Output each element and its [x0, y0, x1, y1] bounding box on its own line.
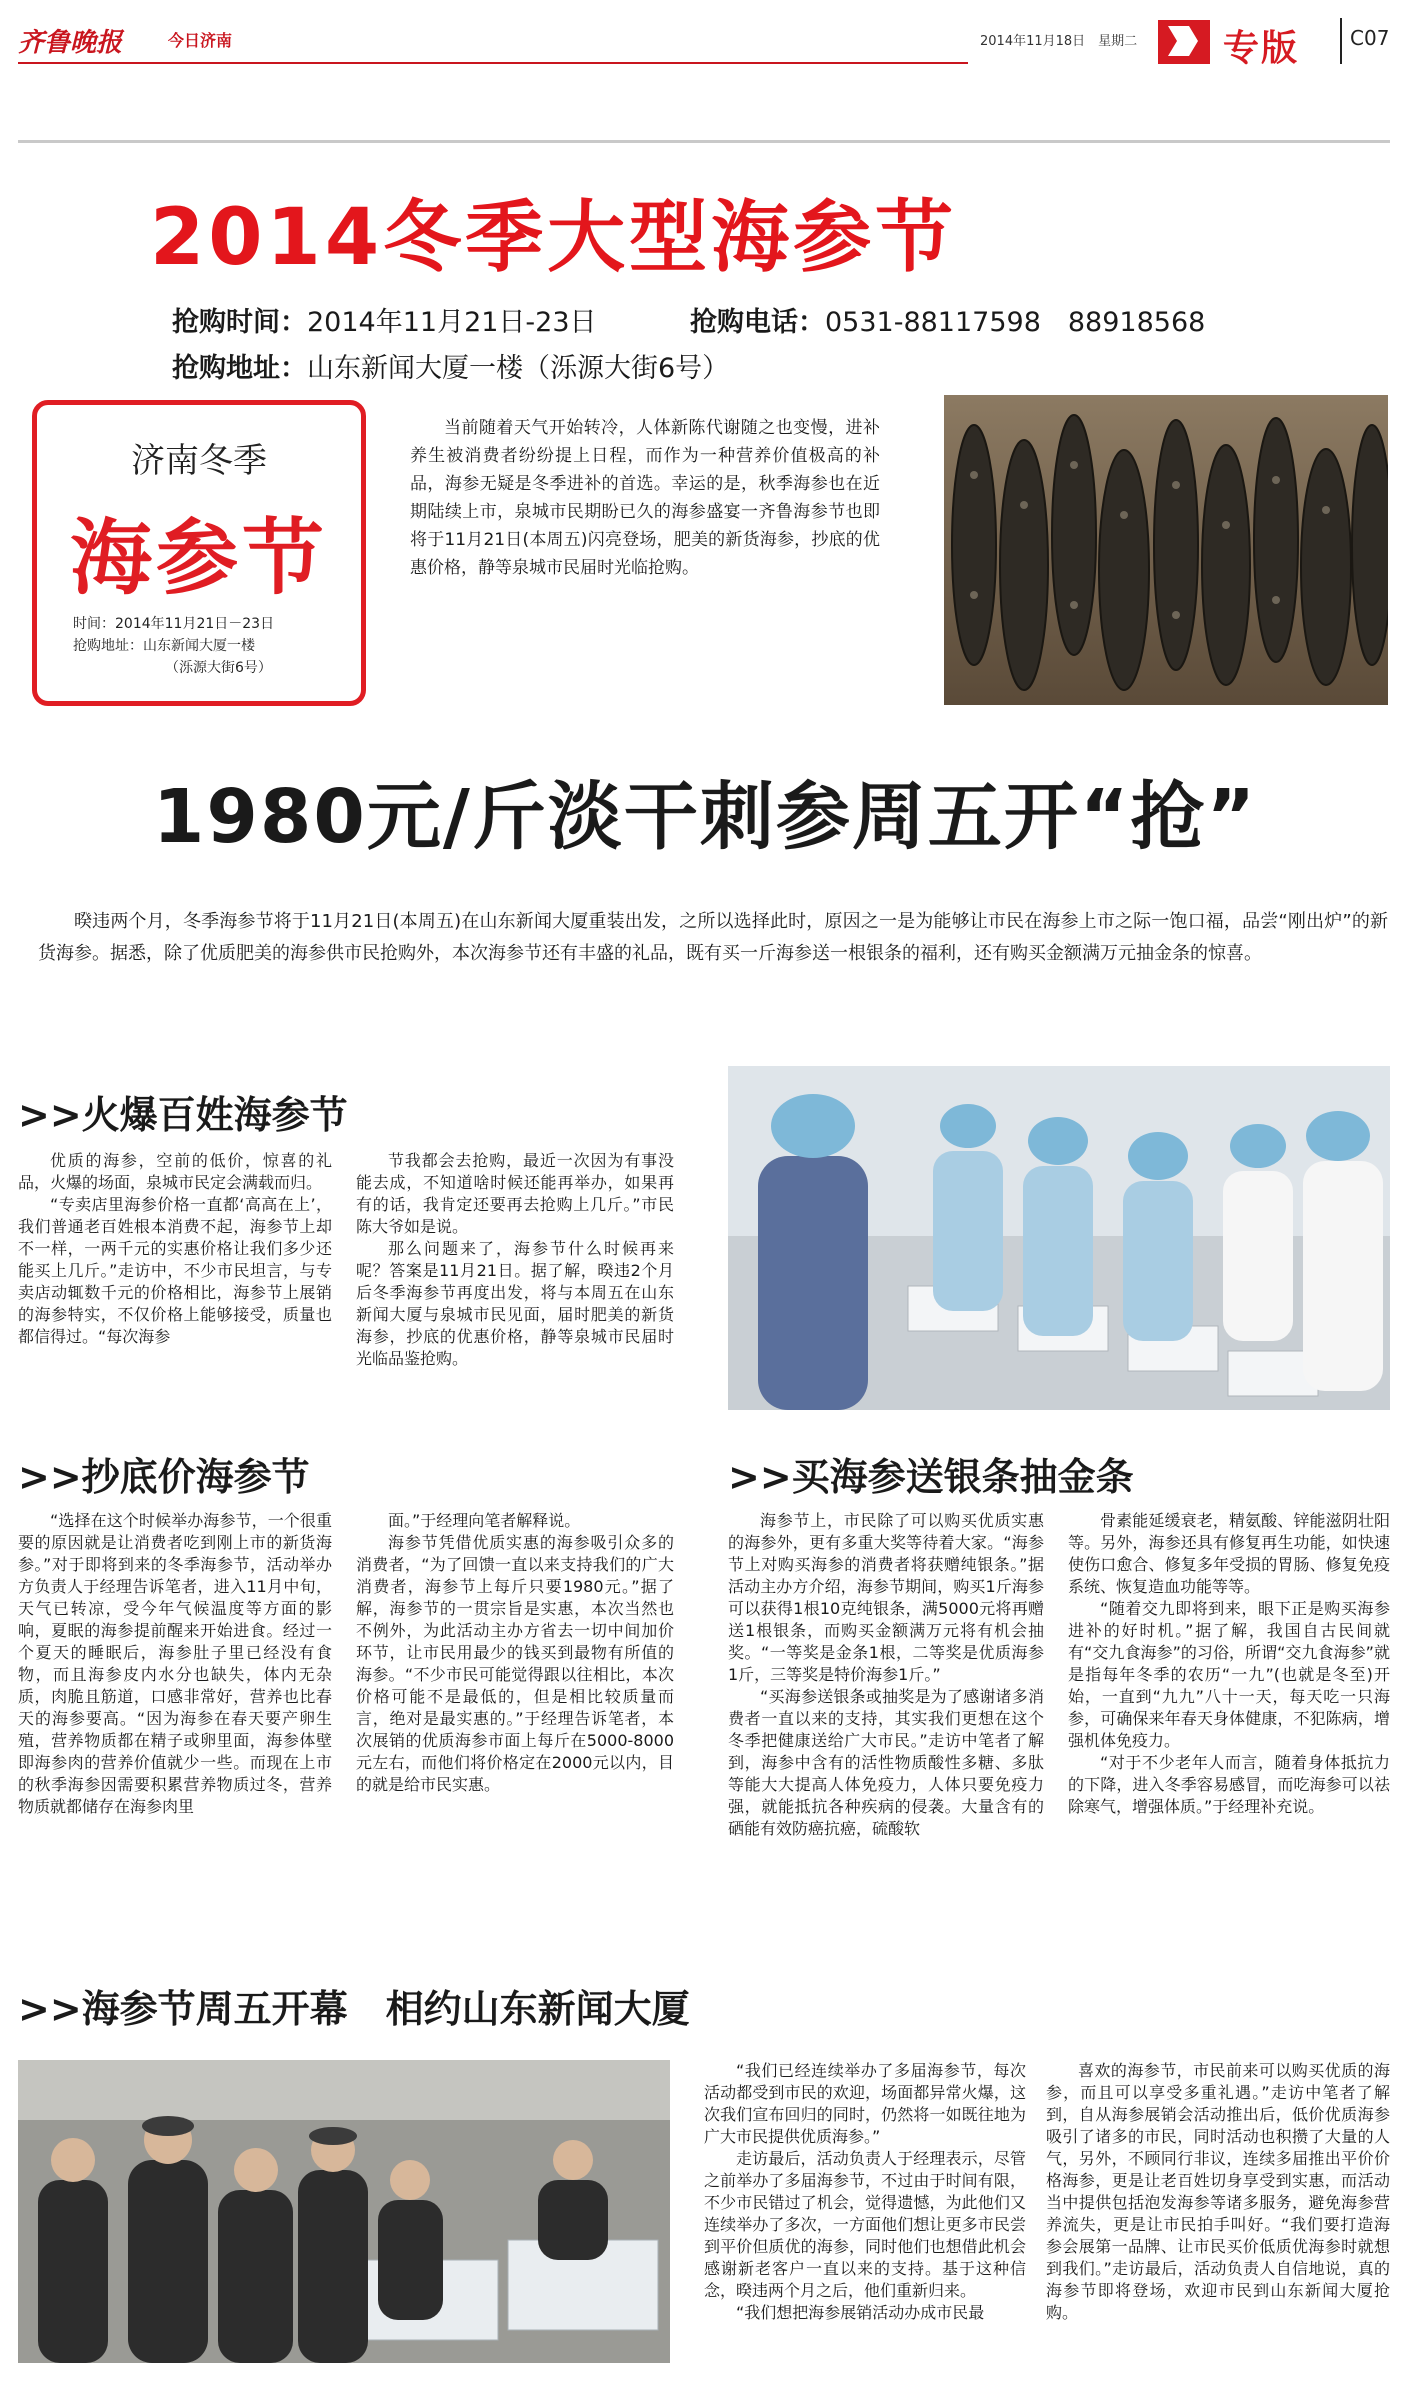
masthead: [18, 18, 1390, 69]
paragraph: 优质的海参，空前的低价，惊喜的礼品，火爆的场面，泉城市民定会满载而归。: [18, 1151, 332, 1192]
special-edition-icon: [1158, 20, 1210, 64]
section-heading-opening: >>海参节周五开幕 相约山东新闻大厦: [18, 1987, 690, 2031]
issue-date: 2014年11月18日 星期二: [980, 34, 1138, 49]
section-opening-column-2: [1046, 2060, 1390, 2324]
festival-stamp-box: [32, 400, 366, 706]
masthead-divider: [1340, 18, 1342, 64]
paragraph: 海参节上，市民除了可以购买优质实惠的海参外，更有多重大奖等待着大家。“海参节上对购买海参的消费者将获赠纯银条。”据活动主办方介绍，海参节期间，购买1斤海参可以获得1根10克纯银条，满5000元将再赠送1根银条，而购买金额满万元将有机会抽奖。“一等奖是金条1根，二等奖是优质海参1斤，三等奖是特价海参1斤。”: [728, 1511, 1044, 1684]
purchase-time-value: 2014年11月21日-23日: [307, 307, 597, 338]
section-price-column-2: [356, 1510, 674, 1796]
crowd-shopping-photo: [18, 2060, 670, 2363]
paragraph: 面。”于经理向笔者解释说。: [388, 1511, 581, 1530]
paragraph: 节我都会去抢购，最近一次因为有事没能去成，不知道啥时候还能再举办，如果再有的话，我肯定还要再去抢购上几斤。”市民陈大爷如是说。: [356, 1151, 674, 1236]
paragraph: “我们想把海参展销活动办成市民最: [736, 2303, 985, 2322]
section-name: 今日济南: [168, 31, 233, 50]
section-heading-popular: >>火爆百姓海参节: [18, 1093, 348, 1137]
paragraph: 那么问题来了，海参节什么时候再来呢？答案是11月21日。据了解，暌违2个月后冬季海参节再度出发，将与本周五在山东新闻大厦与泉城市民见面，届时肥美的新货海参，抄底的优惠价格，静等泉城市民届时光临品鉴抢购。: [356, 1239, 674, 1368]
newspaper-logo: 齐鲁晚报: [18, 28, 123, 58]
processing-workers-photo: [728, 1066, 1390, 1410]
paragraph: 骨素能延缓衰老，精氨酸、锌能滋阴壮阳等。另外，海参还具有修复再生功能，如快速使伤口愈合、修复多年受损的胃肠、修复免疫系统、恢复造血功能等等。: [1068, 1511, 1390, 1596]
stamp-time: 时间：2014年11月21日－23日: [73, 616, 275, 632]
purchase-address-label: 抢购地址：: [172, 353, 307, 384]
section-gifts-column-2: [1068, 1510, 1390, 1818]
page-number: C07: [1350, 26, 1390, 50]
stamp-address: 抢购地址：山东新闻大厦一楼: [73, 638, 255, 654]
paragraph: 走访最后，活动负责人于经理表示，尽管之前举办了多届海参节，不过由于时间有限，不少市民错过了机会，觉得遗憾，为此他们又连续举办了多次，一方面他们想让更多市民尝到平价但质优的海参，同时他们也想借此机会感谢新老客户一直以来的支持。基于这种信念，暌违两个月之后，他们重新归来。: [704, 2149, 1026, 2300]
paragraph: “对于不少老年人而言，随着身体抵抗力的下降，进入冬季容易感冒，而吃海参可以祛除寒气，增强体质。”于经理补充说。: [1068, 1753, 1390, 1816]
paragraph: “选择在这个时候举办海参节，一个很重要的原因就是让消费者吃到刚上市的新货海参。”对于即将到来的冬季海参节，活动举办方负责人于经理告诉笔者，进入11月中旬，天气已转凉，受今年气候温度等方面的影响，夏眠的海参提前醒来开始进食。经过一个夏天的睡眠后，海参肚子里已经没有食物，而且海参皮内水分也缺失，体内无杂质，肉脆且筋道，口感非常好，营养也比春天的海参要高。“因为海参在春天要产卵生殖，营养物质都在精子或卵里面，海参体壁即海参肉的营养价值就少一些。而现在上市的秋季海参因需要积累营养物质过冬，营养物质就都储存在海参肉里: [18, 1511, 332, 1816]
section-price-column-1: [18, 1510, 332, 1818]
paragraph: “我们已经连续举办了多届海参节，每次活动都受到市民的欢迎，场面都异常火爆，这次我们宣布回归的同时，仍然将一如既往地为广大市民提供优质海参。”: [704, 2061, 1026, 2146]
section-heading-gifts: >>买海参送银条抽金条: [728, 1455, 1134, 1499]
purchase-phone-label: 抢购电话：: [690, 307, 825, 338]
special-edition-badge: 专版: [1223, 28, 1300, 69]
purchase-phone-value: 0531-88117598 88918568: [825, 307, 1206, 338]
paragraph: 海参节凭借优质实惠的海参吸引众多的消费者，“为了回馈一直以来支持我们的广大消费者，海参节上每斤只要1980元。”据了解，海参节的一贯宗旨是实惠，本次当然也不例外，为此活动主办方省去一切中间加价环节，让市民用最少的钱买到最物有所值的海参。“不少市民可能觉得跟以往相比，本次价格可能不是最低的，但是相比较质量而言，绝对是最实惠的。”于经理告诉笔者，本次展销的优质海参市面上每斤在5000-8000元左右，而他们将价格定在2000元以内，目的就是给市民实惠。: [356, 1533, 674, 1794]
paragraph: “随着交九即将到来，眼下正是购买海参进补的好时机。”据了解，我国自古民间就有“交九食海参”的习俗，所谓“交九食海参”就是指每年冬季的农历“一九”(也就是冬至)开始，一直到“九九”八十一天，每天吃一只海参，可确保来年春天身体健康，不犯陈病，增强机体免疫力。: [1068, 1599, 1390, 1750]
paragraph: 喜欢的海参节，市民前来可以购买优质的海参，而且可以享受多重礼遇。”走访中笔者了解到，自从海参展销会活动推出后，低价优质海参吸引了诸多的市民，同时活动也积攒了大量的人气，另外，不顾同行非议，连续多届推出平价价格海参，更是让老百姓切身享受到实惠，而活动当中提供包括泡发海参等诸多服务，避免海参营养流失，更是让市民拍手叫好。“我们要打造海参会展第一品牌、让市民买价低质优海参时就想到我们。”走访最后，活动负责人自信地说，真的海参节即将登场，欢迎市民到山东新闻大厦抢购。: [1046, 2061, 1390, 2322]
stamp-subtitle: 济南冬季: [131, 441, 267, 481]
paragraph: “买海参送银条或抽奖是为了感谢诸多消费者一直以来的支持，其实我们更想在这个冬季把健康送给广大市民。”走访中笔者了解到，海参中含有的活性物质酸性多糖、多肽等能大大提高人体免疫力，人体只要免疫力强，就能抵抗各种疾病的侵袭。大量含有的硒能有效防癌抗癌，硫酸软: [728, 1687, 1044, 1838]
section-popular-column-1: [18, 1150, 332, 1348]
section-opening-column-1: [704, 2060, 1026, 2324]
sea-cucumber-photo: [944, 395, 1388, 705]
stamp-address-detail: （泺源大街6号）: [165, 660, 272, 676]
purchase-address-line: [172, 346, 729, 385]
top-divider: [18, 140, 1390, 143]
paragraph: “专卖店里海参价格一直都‘高高在上’，我们普通老百姓根本消费不起，海参节上却不一样，一两千元的实惠价格让我们多少还能买上几斤。”走访中，不少市民坦言，与专卖店动辄数千元的价格相比，海参节上展销的海参特实，不仅价格上能够接受，质量也都信得过。“每次海参: [18, 1195, 332, 1346]
section-popular-column-2: [356, 1150, 674, 1370]
stamp-info: [73, 613, 274, 679]
lead-paragraph: 暌违两个月，冬季海参节将于11月21日(本周五)在山东新闻大厦重装出发，之所以选择此时，原因之一是为能够让市民在海参上市之际一饱口福，品尝“刚出炉”的新货海参。据悉，除了优质肥美的海参供市民抢购外，本次海参节还有丰盛的礼品，既有买一斤海参送一根银条的福利，还有购买金额满万元抽金条的惊喜。: [38, 911, 1388, 964]
main-headline: 1980元/斤淡干刺参周五开“抢”: [152, 774, 1258, 860]
intro-paragraph: 当前随着天气开始转冷，人体新陈代谢随之也变慢，进补养生被消费者纷纷提上日程，而作为一种营养价值极高的补品，海参无疑是冬季进补的首选。幸运的是，秋季海参也在近期陆续上市，泉城市民期盼已久的海参盛宴一齐鲁海参节也即将于11月21日(本周五)闪亮登场，肥美的新货海参，抄底的优惠价格，静等泉城市民届时光临抢购。: [410, 418, 880, 578]
section-heading-lowest-price: >>抄底价海参节: [18, 1455, 310, 1499]
purchase-time-line: [172, 300, 597, 339]
section-gifts-column-1: [728, 1510, 1044, 1840]
event-title: 2014冬季大型海参节: [150, 193, 958, 283]
purchase-phone-line: [690, 300, 1205, 339]
stamp-main-title: 海参节: [69, 511, 328, 606]
purchase-address-value: 山东新闻大厦一楼（泺源大街6号）: [307, 353, 730, 384]
purchase-time-label: 抢购时间：: [172, 307, 307, 338]
masthead-rule: [18, 62, 968, 64]
